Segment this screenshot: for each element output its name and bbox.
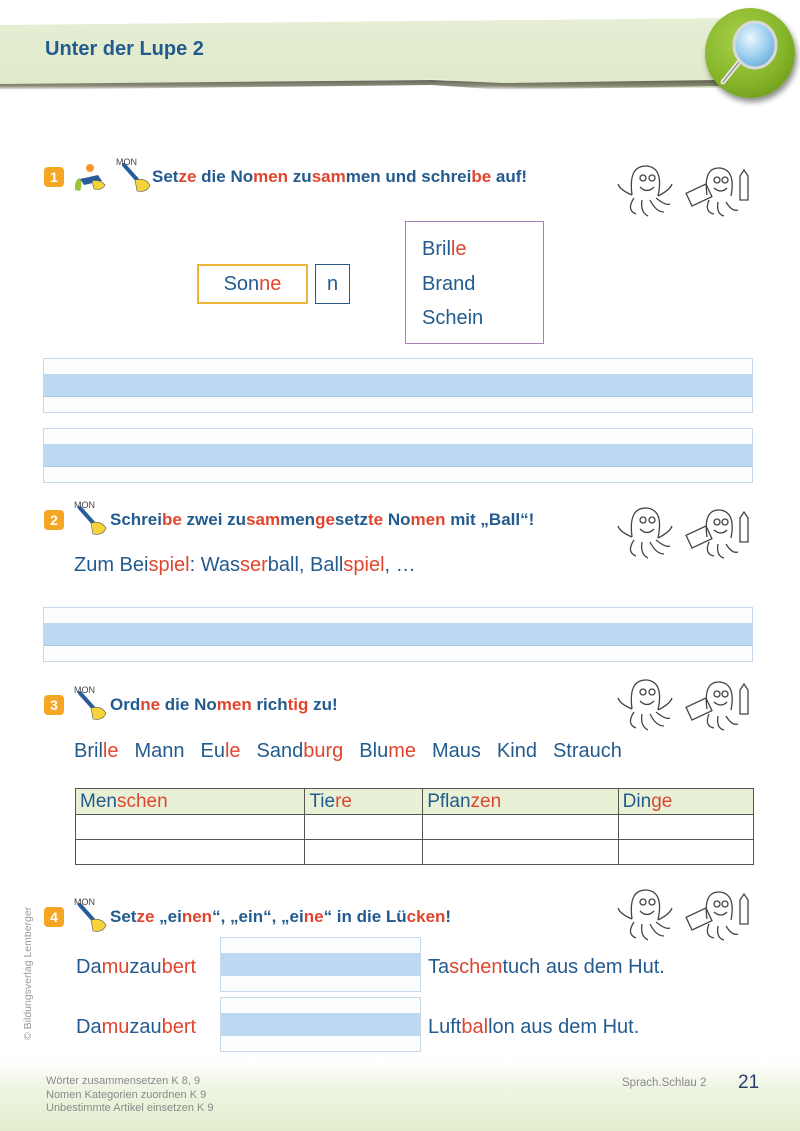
- table-cell[interactable]: [305, 815, 423, 840]
- base-word-box: [197, 264, 308, 304]
- sentence-2-before: Da mu zau bert: [76, 1016, 197, 1038]
- column-header-dinge: Dinge: [618, 789, 753, 815]
- table-cell[interactable]: [76, 815, 305, 840]
- sentence-1-after: Taschentuch aus dem Hut.: [428, 956, 665, 978]
- word-item: Strauch: [552, 740, 622, 762]
- octopus-thumbs-up-icon: [618, 890, 672, 940]
- footer-notes: [46, 1075, 214, 1116]
- category-table: [75, 788, 754, 865]
- table-cell[interactable]: [423, 815, 618, 840]
- task-1-heading: [44, 157, 528, 191]
- book-title: Sprach.Schlau 2: [622, 1077, 707, 1089]
- write-pen-icon: [74, 903, 108, 933]
- word-item: Kind: [496, 740, 537, 762]
- task-1-writing-line-1[interactable]: [43, 358, 753, 413]
- octopus-book-pencil-icon: [686, 168, 748, 216]
- task-4-heading: [44, 897, 452, 931]
- column-header-pflanzen: Pflanzen: [423, 789, 618, 815]
- page-title: Unter der Lupe 2: [45, 38, 204, 60]
- word-item: Maus: [432, 740, 481, 762]
- table-cell[interactable]: [618, 815, 753, 840]
- mascots: [612, 884, 762, 944]
- task-number: 1: [44, 167, 64, 187]
- task-1-writing-line-2[interactable]: [43, 428, 753, 483]
- column-header-menschen: Menschen: [76, 789, 305, 815]
- mon-label: MON: [74, 897, 95, 907]
- mon-label: MON: [74, 500, 95, 510]
- word-item: Brille: [74, 740, 119, 762]
- sentence-2-after: Luftballon aus dem Hut.: [428, 1016, 640, 1038]
- task-3-heading: [44, 685, 338, 719]
- octopus-book-pencil-icon: [686, 510, 748, 558]
- footer-note: Unbestimmte Artikel einsetzen K 9: [46, 1102, 214, 1114]
- task-3-instruction: Ordne die Nomen richtig zu!: [110, 695, 338, 714]
- task-icons: [72, 157, 152, 191]
- choice-word: Schein: [422, 307, 484, 329]
- mon-label: MON: [74, 685, 95, 695]
- octopus-book-pencil-icon: [686, 682, 748, 730]
- task-2-heading: [44, 500, 535, 534]
- mon-label: MON: [116, 157, 137, 167]
- octopus-thumbs-up-icon: [618, 166, 672, 216]
- table-row: [76, 840, 754, 865]
- task-2-instruction: Schreibe zwei zusammengesetzte Nomen mit „Ball“!: [110, 510, 535, 529]
- mascots: [612, 160, 762, 220]
- word-item: Sandburg: [256, 740, 344, 762]
- sentence-1-before: Da mu zau bert: [76, 956, 197, 978]
- table-cell[interactable]: [305, 840, 423, 865]
- magnifying-glass-icon: [705, 8, 795, 98]
- table-cell[interactable]: [423, 840, 618, 865]
- footer-note: Nomen Kategorien zuordnen K 9: [46, 1088, 207, 1101]
- choice-word: Brille: [422, 238, 467, 260]
- task-number: 2: [44, 510, 64, 530]
- joint-letter-box: [315, 264, 350, 304]
- octopus-thumbs-up-icon: [618, 508, 672, 558]
- word-item: Mann: [134, 740, 185, 762]
- choice-word: Brand: [422, 272, 476, 295]
- task-4-instruction: Setze „einen“, „ein“, „eine“ in die Lücken!: [110, 907, 452, 926]
- sentence-2-gap-input[interactable]: [220, 997, 421, 1052]
- write-pen-icon: [74, 506, 108, 536]
- footer-note: Wörter zusammensetzen K 8, 9: [46, 1075, 201, 1087]
- choice-word-box: [405, 221, 544, 344]
- write-pen-icon: [118, 163, 152, 193]
- table-cell[interactable]: [618, 840, 753, 865]
- base-word: Sonne: [223, 272, 282, 295]
- octopus-thumbs-up-icon: [618, 680, 672, 730]
- page-number: 21: [738, 1072, 760, 1093]
- copyright-note: © Bildungsverlag Lemberger: [22, 906, 34, 1040]
- sentence-1-gap-input[interactable]: [220, 937, 421, 992]
- word-item: Blume: [359, 740, 416, 762]
- write-pen-icon: [74, 691, 108, 721]
- task-icons: [72, 897, 110, 931]
- mascots: [612, 502, 762, 562]
- table-cell[interactable]: [76, 840, 305, 865]
- task-icons: [72, 500, 110, 534]
- mascots: [612, 674, 762, 734]
- task-number: 3: [44, 695, 64, 715]
- column-header-tiere: Tiere: [305, 789, 423, 815]
- joint-letter: n: [326, 272, 339, 295]
- example-text: Zum Beispiel: Wasserball, Ballspiel, …: [74, 554, 416, 576]
- word-item: Eule: [200, 740, 241, 762]
- task-icons: [72, 685, 110, 719]
- task-2-writing-line[interactable]: [43, 607, 753, 662]
- table-header-row: [76, 789, 754, 815]
- octopus-book-pencil-icon: [686, 892, 748, 940]
- task-1-instruction: Setze die Nomen zusammen und schreibe auf!: [152, 167, 528, 186]
- table-row: [76, 815, 754, 840]
- word-list: [74, 740, 638, 763]
- task-number: 4: [44, 907, 64, 927]
